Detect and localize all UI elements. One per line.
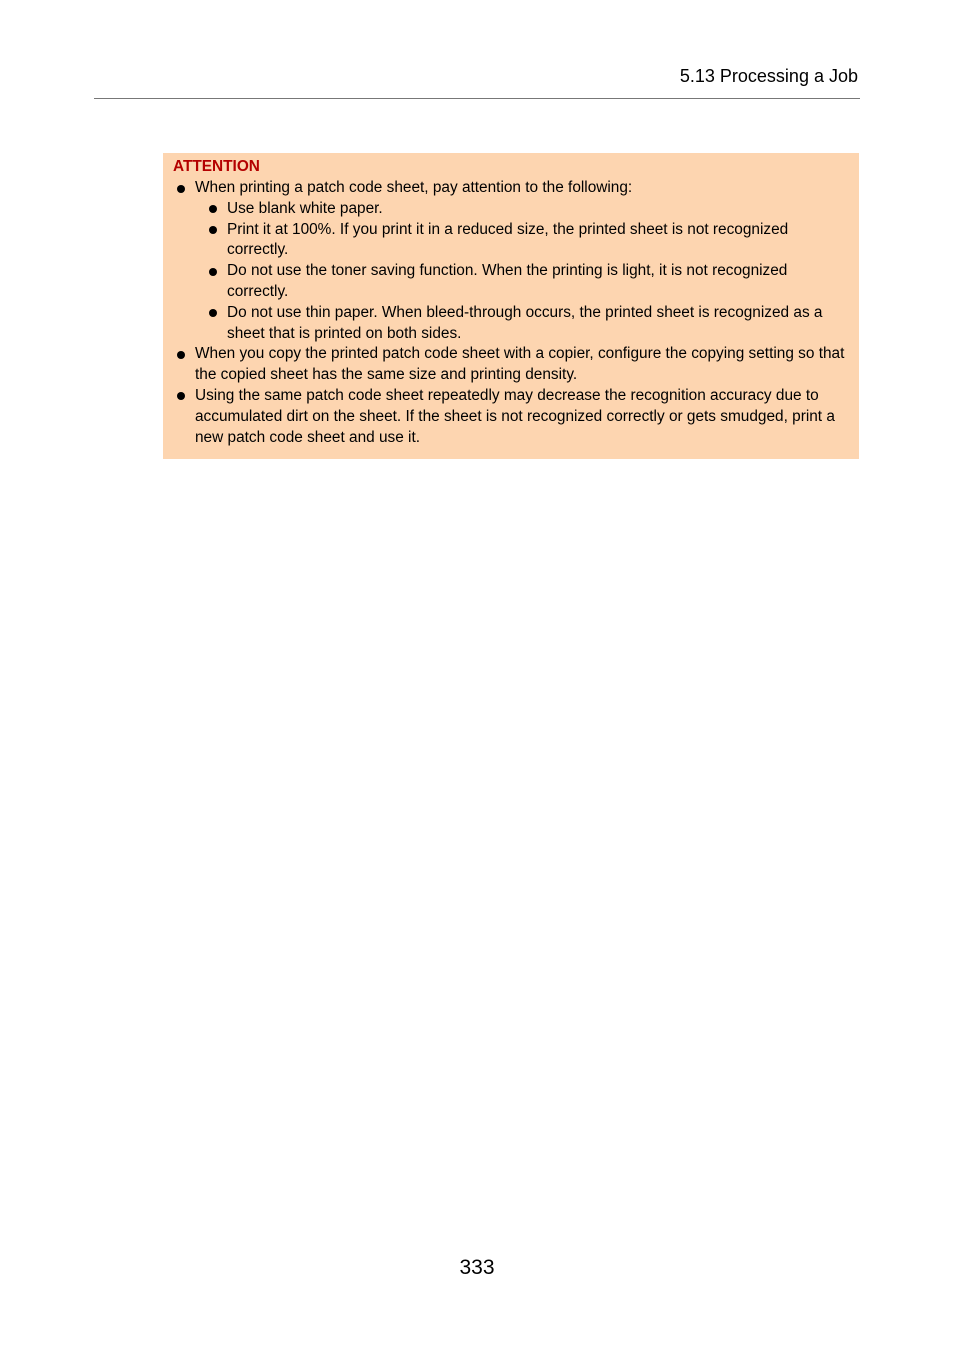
sub-list-item <box>173 303 849 345</box>
sub-list-item-text: Do not use the toner saving function. When the printing is light, it is not recognized correctly. <box>227 262 788 300</box>
bullet-icon <box>209 268 217 276</box>
list-item <box>173 344 849 386</box>
sub-list-item-text: Print it at 100%. If you print it in a reduced size, the printed sheet is not recognized correctly. <box>227 220 789 259</box>
sub-list-item <box>173 261 849 303</box>
page-number: 333 <box>459 1256 495 1279</box>
list-item <box>173 386 849 448</box>
bullet-icon <box>177 185 185 193</box>
sub-list-item-text: Do not use thin paper. When bleed-through occurs, the printed sheet is recognized as a sheet that is printed on both sides. <box>227 303 823 342</box>
list-item-text: When printing a patch code sheet, pay attention to the following: <box>195 179 633 196</box>
bullet-icon <box>177 351 185 359</box>
attention-box <box>163 153 859 459</box>
bullet-icon <box>177 392 185 400</box>
section-title: 5.13 Processing a Job <box>679 66 858 86</box>
sub-list-item <box>173 220 849 262</box>
bullet-icon <box>209 309 217 317</box>
attention-heading: ATTENTION <box>173 158 260 175</box>
header-divider <box>94 98 860 99</box>
bullet-icon <box>209 226 217 234</box>
sub-list-item <box>173 199 849 220</box>
sub-list-item-text: Use blank white paper. <box>227 199 383 217</box>
attention-list <box>173 178 849 448</box>
list-item <box>173 178 849 199</box>
list-item-text: Using the same patch code sheet repeatedly may decrease the recognition accuracy due to accumulated dirt on the sheet. If the sheet is not recognized correctly or gets smudged, print a new patch code sheet and use it. <box>195 386 835 446</box>
bullet-icon <box>209 205 217 213</box>
list-item-text: When you copy the printed patch code sheet with a copier, configure the copying setting so that the copied sheet has the same size and printing density. <box>195 345 845 384</box>
